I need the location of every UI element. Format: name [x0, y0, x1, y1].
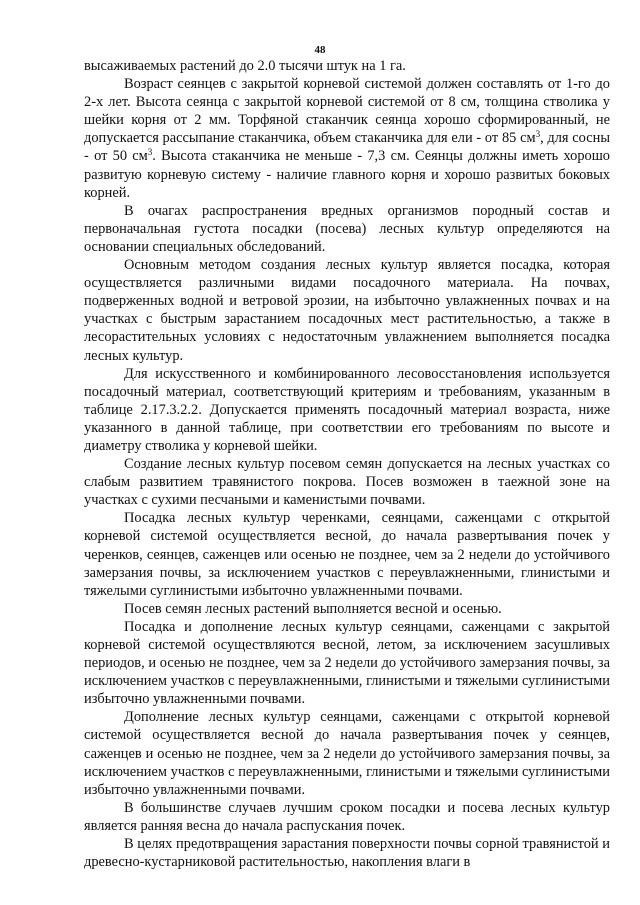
document-body	[84, 57, 610, 871]
paragraph-sowing-season: Посев семян лесных растений выполняется весной и осенью.	[124, 600, 502, 617]
paragraph-supplementing: Дополнение лесных культур сеянцами, саженцами с открытой корневой системой осуществляется весной до начала развертывания почек у сеянцев, саженцев и осенью не позднее, чем за 2 недели до устойчивого замерзания почвы, за исключением участков с переувлажненными, глинистыми и тяжелыми суглинистыми избыточно увлажненными почвами.	[84, 709, 610, 798]
page-number: 48	[314, 44, 326, 56]
paragraph-weed-prevention: В целях предотвращения зарастания поверхности почвы сорной травянистой и древесно-кустарниковой растительностью, накопления влаги в	[84, 836, 610, 871]
paragraph-continuation: высаживаемых растений до 2.0 тысячи штук на 1 га.	[84, 58, 406, 74]
paragraph-pest-outbreaks: В очагах распространения вредных организмов породный состав и первоначальная густота посадки (посева) лесных культур определяются на основании специальных обследований.	[84, 202, 610, 255]
paragraph-seedling-requirements	[84, 75, 610, 202]
cubic-superscript-2: 3	[147, 147, 153, 158]
paragraph-open-roots-planting: Посадка лесных культур черенками, сеянцами, саженцами с открытой корневой системой осуществляется весной, до начала развертывания почек у черенков, сеянцев, саженцев или осенью не позднее, чем за 2 недели до устойчивого замерзания почвы, за исключением участков с переувлажненными, глинистыми и тяжелыми суглинистыми избыточно увлажненными почвами.	[84, 510, 610, 599]
seedling-text-part-3: . Высота стаканчика не меньше - 7,3 см. Сеянцы должны иметь хорошо развитую корневую систему - наличие главного корня и хорошо развитых боковых корней.	[84, 148, 610, 201]
paragraph-planting-material: Для искусственного и комбинированного лесовосстановления используется посадочный материал, соответствующий критериям и требованиям, указанным в таблице 2.17.3.2.2. Допускается применять посадочный материал возраста, ниже указанного в данной таблице, при соответствии его требованиям по высоте и диаметру стволика у корневой шейки.	[84, 365, 610, 454]
paragraph-sowing: Создание лесных культур посевом семян допускается на лесных участках со слабым развитием травянистого покрова. Посев возможен в таежной зоне на участках с сухими песчаными и каменистыми почвами.	[84, 456, 610, 509]
paragraph-main-method: Основным методом создания лесных культур является посадка, которая осуществляется различными видами посадочного материала. На почвах, подверженных водной и ветровой эрозии, на избыточно увлажненных почвах и на участках с быстрым зарастанием посадочных мест растительностью, а также в лесорастительных условиях с недостаточным увлажнением выполняется посадка лесных культур.	[84, 257, 610, 364]
paragraph-closed-roots-planting: Посадка и дополнение лесных культур сеянцами, саженцами с закрытой корневой системой осуществляются весной, летом, за исключением засушливых периодов, и осенью не позднее, чем за 2 недели до устойчивого замерзания почвы, за исключением участков с переувлажненными, глинистыми и тяжелыми суглинистыми избыточно увлажненными почвами.	[84, 618, 610, 708]
cubic-superscript-1: 3	[535, 129, 541, 140]
seedling-text-part-2: , для сосны - от 50 см	[84, 130, 610, 165]
seedling-text-part-1: Возраст сеянцев с закрытой корневой системой должен составлять от 1-го до 2-х лет. Высота сеянца с закрытой корневой системой от 8 см, толщина стволика у шейки корня от 2 мм. Торфяной стаканчик сеянца хорошо сформированный, не допускается рассыпание стаканчика, объем стаканчика для ели - от 85 см	[84, 76, 610, 147]
paragraph-best-season: В большинстве случаев лучшим сроком посадки и посева лесных культур является ранняя весна до начала распускания почек.	[84, 799, 610, 834]
